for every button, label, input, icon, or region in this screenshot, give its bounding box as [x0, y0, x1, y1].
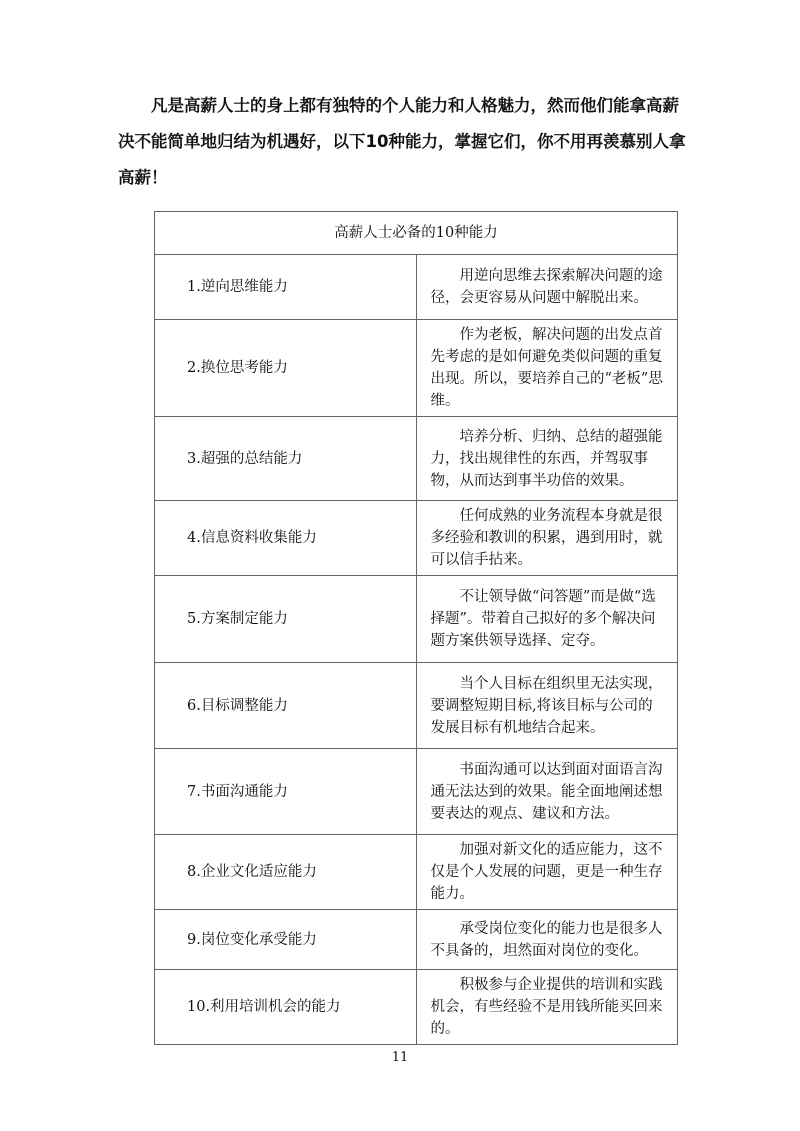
ability-name: 8.企业文化适应能力: [155, 835, 417, 910]
ability-description: 不让领导做“问答题”而是做“选择题”。带着自己拟好的多个解决问题方案供领导选择、定夺。: [416, 576, 678, 663]
table-row: [155, 835, 678, 910]
table-header-row: [155, 212, 678, 255]
ability-name: 3.超强的总结能力: [155, 417, 417, 501]
ability-description: 培养分析、归纳、总结的超强能力，找出规律性的东西，并驾驭事物，从而达到事半功倍的效果。: [416, 417, 678, 501]
ability-name: 1.逆向思维能力: [155, 255, 417, 320]
table-row: [155, 576, 678, 663]
intro-paragraph: [118, 88, 688, 196]
ability-name: 2.换位思考能力: [155, 320, 417, 417]
ability-name: 7.书面沟通能力: [155, 749, 417, 835]
ability-description: 作为老板，解决问题的出发点首先考虑的是如何避免类似问题的重复出现。所以，要培养自己的“老板”思维。: [416, 320, 678, 417]
table-row: [155, 910, 678, 970]
ability-description: 任何成熟的业务流程本身就是很多经验和教训的积累，遇到用时，就可以信手拈来。: [416, 501, 678, 576]
table-row: [155, 255, 678, 320]
table-row: [155, 501, 678, 576]
ability-description: 加强对新文化的适应能力，这不仅是个人发展的问题，更是一种生存能力。: [416, 835, 678, 910]
table-title: 高薪人士必备的10种能力: [155, 212, 678, 255]
ability-name: 9.岗位变化承受能力: [155, 910, 417, 970]
table-row: [155, 320, 678, 417]
ability-description: 用逆向思维去探索解决问题的途径，会更容易从问题中解脱出来。: [416, 255, 678, 320]
ability-name: 4.信息资料收集能力: [155, 501, 417, 576]
table-row: [155, 970, 678, 1045]
page-number: 11: [391, 1050, 409, 1065]
ability-description: 承受岗位变化的能力也是很多人不具备的，坦然面对岗位的变化。: [416, 910, 678, 970]
intro-text: 凡是高薪人士的身上都有独特的个人能力和人格魅力，然而他们能拿高薪决不能简单地归结为机遇好，以下10种能力，掌握它们，你不用再羡慕别人拿高薪！: [118, 96, 686, 187]
ability-description: 当个人目标在组织里无法实现，要调整短期目标,将该目标与公司的发展目标有机地结合起来。: [416, 663, 678, 749]
abilities-table: [154, 211, 678, 1045]
ability-description: 书面沟通可以达到面对面语言沟通无法达到的效果。能全面地阐述想要表达的观点、建议和方法。: [416, 749, 678, 835]
table-row: [155, 749, 678, 835]
ability-name: 5.方案制定能力: [155, 576, 417, 663]
table-row: [155, 663, 678, 749]
table-row: [155, 417, 678, 501]
ability-name: 10.利用培训机会的能力: [155, 970, 417, 1045]
ability-name: 6.目标调整能力: [155, 663, 417, 749]
ability-description: 积极参与企业提供的培训和实践机会，有些经验不是用钱所能买回来的。: [416, 970, 678, 1045]
